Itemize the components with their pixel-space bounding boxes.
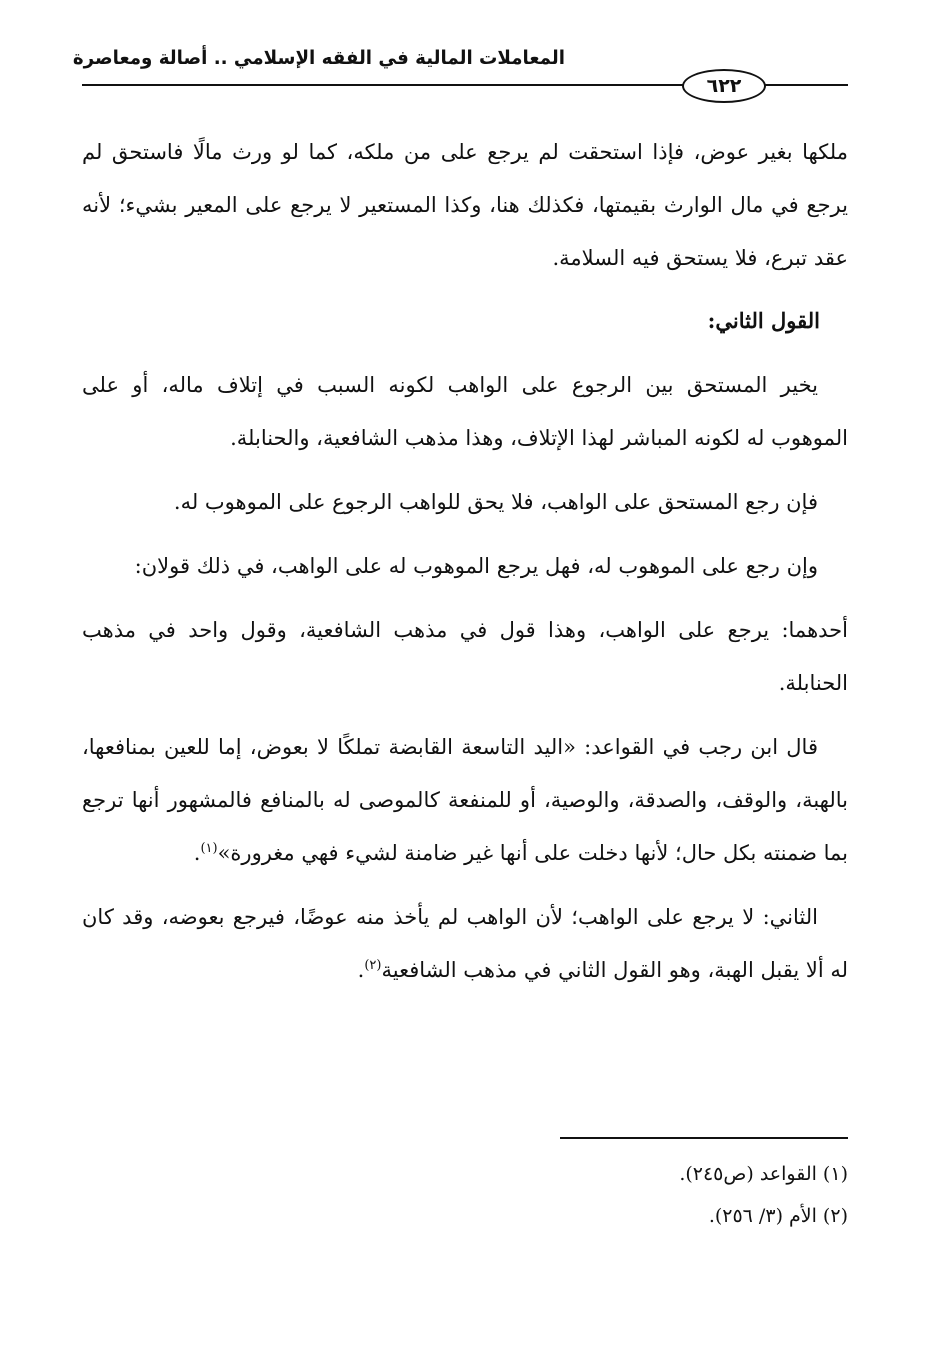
footnotes bbox=[82, 1153, 848, 1237]
main-text bbox=[82, 126, 848, 1008]
footnote-ref-2[interactable]: (٢) bbox=[364, 958, 382, 973]
footnote-ref-1[interactable]: (١) bbox=[200, 841, 218, 856]
footnote-1: (١) القواعد (ص٢٤٥). bbox=[679, 1163, 848, 1185]
second-view-end-mark: . bbox=[357, 958, 365, 982]
paragraph-first-view: أحدهما: يرجع على الواهب، وهذا قول في مذهب الشافعية، وقول واحد في مذهب الحنابلة. bbox=[82, 618, 848, 695]
paragraph-ibn-rajab-quote bbox=[82, 721, 848, 880]
paragraph-recourse-donor: فإن رجع المستحق على الواهب، فلا يحق للواهب الرجوع على الموهوب له. bbox=[173, 490, 818, 514]
page-number: ٦٢٢ bbox=[682, 69, 766, 103]
second-view-text: الثاني: لا يرجع على الواهب؛ لأن الواهب لم يأخذ منه عوضًا، فيرجع بعوضه، وقد كان له ألا يقبل الهبة، وهو القول الثاني في مذهب الشافعية bbox=[82, 905, 848, 982]
footnote-2: (٢) الأم (٣/ ٢٥٦). bbox=[708, 1205, 848, 1227]
footnote-separator bbox=[560, 1137, 848, 1139]
running-head-title: المعاملات المالية في الفقه الإسلامي .. أصالة ومعاصرة bbox=[72, 47, 566, 69]
paragraph-second-opinion: يخير المستحق بين الرجوع على الواهب لكونه السبب في إتلاف ماله، أو على الموهوب له لكونه المباشر لهذا الإتلاف، وهذا مذهب الشافعية، والحنابلة. bbox=[82, 373, 848, 450]
quote-text: قال ابن رجب في القواعد: «اليد التاسعة القابضة تملكًا لا بعوض، إما للعين بمنافعها، بالهبة، والوقف، والصدقة، والوصية، أو للمنفعة كالموصى له بالمنافع فالمشهور أنها ترجع بما ضمنته بكل حال؛ لأنها دخلت على أنها غير ضامنة لشيء فهي مغرورة» bbox=[82, 735, 848, 865]
paragraph-second-view bbox=[82, 891, 848, 997]
paragraph-recourse-donee: وإن رجع على الموهوب له، فهل يرجع الموهوب له على الواهب، في ذلك قولان: bbox=[134, 554, 818, 578]
quote-end-mark: . bbox=[193, 841, 201, 865]
section-heading: القول الثاني: bbox=[707, 308, 820, 333]
paragraph-continuation: ملكها بغير عوض، فإذا استحقت لم يرجع على من ملكه، كما لو ورث مالًا فاستحق لم يرجع في مال الوارث بقيمتها، فكذلك هنا، وكذا المستعير لا يرجع على المعير بشيء؛ لأنه عقد تبرع، فلا يستحق فيه السلامة. bbox=[82, 140, 848, 270]
